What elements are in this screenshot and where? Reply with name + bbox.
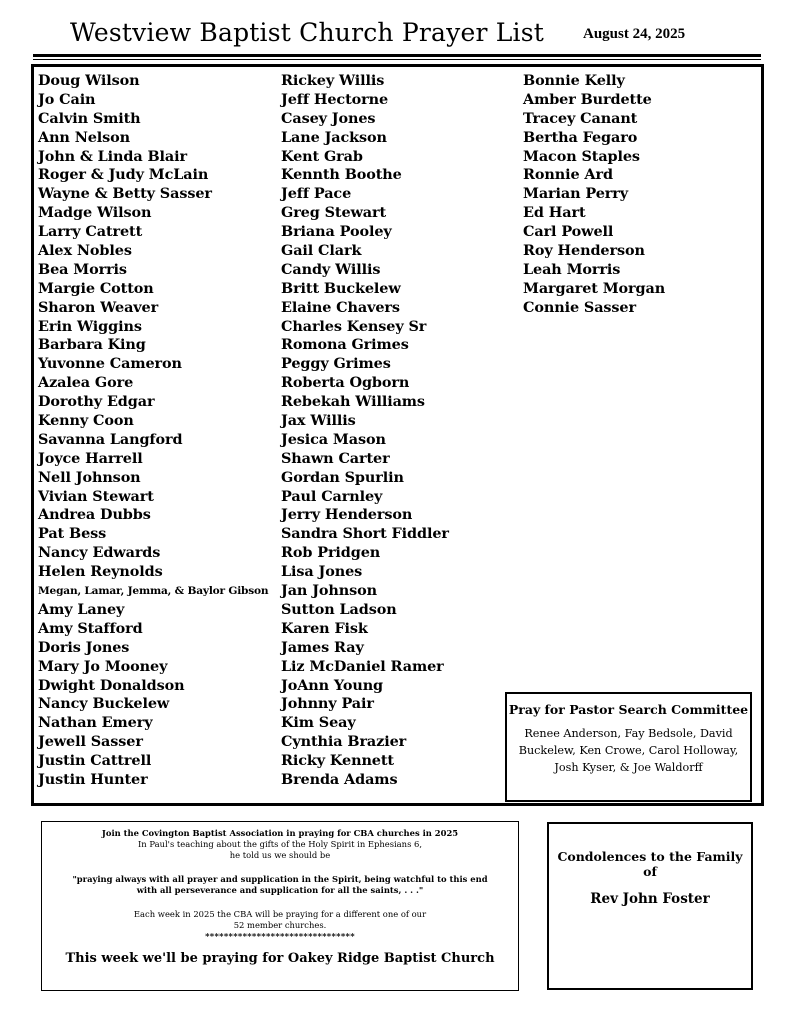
prayer-list-name: Cynthia Brazier bbox=[281, 733, 407, 751]
prayer-list-name: Roy Henderson bbox=[523, 242, 645, 260]
prayer-list-name: Dwight Donaldson bbox=[38, 676, 185, 694]
cba-scripture-quote: "praying always with all prayer and supplication in the Spirit, being watchful to this end with all perseverance and supplication for all the saints, . . ." bbox=[72, 874, 488, 895]
prayer-list-name: Larry Catrett bbox=[38, 223, 143, 241]
prayer-list-name: Margie Cotton bbox=[38, 279, 154, 297]
cba-member-churches-line: 52 member churches. bbox=[233, 920, 327, 930]
prayer-list-name: Erin Wiggins bbox=[38, 317, 142, 335]
prayer-list-name: Peggy Grimes bbox=[281, 355, 391, 373]
prayer-list-name: Megan, Lamar, Jemma, & Baylor Gibson bbox=[38, 585, 269, 598]
prayer-list-name: Nancy Buckelew bbox=[38, 695, 170, 713]
prayer-list-name: Mary Jo Mooney bbox=[38, 657, 168, 675]
prayer-list-name: Jan Johnson bbox=[281, 582, 378, 600]
prayer-list-name: Nancy Edwards bbox=[38, 544, 161, 562]
prayer-list-name: Macon Staples bbox=[523, 147, 640, 165]
prayer-list-name: Rebekah Williams bbox=[281, 393, 425, 411]
prayer-list-name: Greg Stewart bbox=[281, 204, 387, 222]
prayer-column-2 bbox=[281, 72, 449, 790]
prayer-list-name: Madge Wilson bbox=[38, 204, 152, 222]
prayer-list-name: Yuvonne Cameron bbox=[38, 355, 182, 373]
prayer-list-name: Pat Bess bbox=[38, 525, 107, 543]
prayer-list-name: Jeff Hectorne bbox=[281, 90, 389, 108]
prayer-list-name: Jax Willis bbox=[281, 412, 356, 430]
prayer-list-name: Elaine Chavers bbox=[281, 298, 400, 316]
pastor-search-box bbox=[505, 692, 752, 802]
prayer-list-name: Calvin Smith bbox=[38, 109, 141, 127]
prayer-list-name: Justin Hunter bbox=[38, 770, 148, 788]
prayer-list-name: Jeff Pace bbox=[281, 185, 352, 203]
prayer-list-name: John & Linda Blair bbox=[38, 147, 187, 165]
condolences-heading: Condolences to the Family of bbox=[557, 849, 743, 879]
cba-prayer-box bbox=[41, 821, 519, 991]
prayer-list-name: Paul Carnley bbox=[281, 487, 383, 505]
prayer-list-name: Tracey Canant bbox=[523, 109, 638, 127]
cba-each-week-line: Each week in 2025 the CBA will be praying for a different one of our bbox=[133, 909, 427, 919]
bulletin-date: August 24, 2025 bbox=[583, 26, 686, 42]
prayer-list-name: Ricky Kennett bbox=[281, 752, 394, 770]
prayer-column-1 bbox=[38, 72, 268, 790]
prayer-list-name: Shawn Carter bbox=[281, 449, 390, 467]
prayer-list-name: Leah Morris bbox=[523, 260, 621, 278]
cba-told-line: he told us we should be bbox=[229, 850, 331, 860]
prayer-list-name: Lisa Jones bbox=[281, 563, 363, 581]
cba-star-divider: ******************************** bbox=[205, 931, 355, 941]
prayer-list-name: Barbara King bbox=[38, 336, 146, 354]
prayer-list-name: JoAnn Young bbox=[281, 676, 384, 694]
prayer-list-name: Lane Jackson bbox=[281, 128, 387, 146]
prayer-list-name: Kenny Coon bbox=[38, 412, 134, 430]
prayer-list-name: Romona Grimes bbox=[281, 336, 409, 354]
prayer-list-name: Wayne & Betty Sasser bbox=[38, 185, 212, 203]
pastor-search-title: Pray for Pastor Search Committee bbox=[508, 702, 749, 717]
prayer-list-name: Kim Seay bbox=[281, 714, 356, 732]
prayer-list-name: Jerry Henderson bbox=[281, 506, 413, 524]
prayer-list-name: Alex Nobles bbox=[38, 242, 132, 260]
prayer-list-name: Ronnie Ard bbox=[523, 166, 613, 184]
cba-this-week-church: This week we'll be praying for Oakey Ridge Baptist Church bbox=[65, 951, 495, 966]
prayer-list-name: Amy Stafford bbox=[38, 619, 143, 637]
prayer-list-name: Vivian Stewart bbox=[38, 487, 154, 505]
prayer-list-name: Candy Willis bbox=[281, 260, 381, 278]
prayer-list-name: Bertha Fegaro bbox=[523, 128, 638, 146]
condolences-name: Rev John Foster bbox=[590, 891, 710, 907]
prayer-list-name: Dorothy Edgar bbox=[38, 393, 155, 411]
prayer-list-name: Nell Johnson bbox=[38, 468, 141, 486]
prayer-list-name: Brenda Adams bbox=[281, 770, 398, 788]
prayer-list-name: Jo Cain bbox=[38, 90, 96, 108]
header-rule-thick bbox=[33, 54, 761, 57]
prayer-list-name: Jewell Sasser bbox=[38, 733, 143, 751]
prayer-list-name: Rickey Willis bbox=[281, 72, 385, 89]
condolences-box bbox=[547, 822, 753, 990]
prayer-list-name: Rob Pridgen bbox=[281, 544, 381, 562]
prayer-list-name: Amber Burdette bbox=[523, 90, 652, 108]
prayer-list-name: Justin Cattrell bbox=[38, 752, 152, 770]
prayer-list-name: Savanna Langford bbox=[38, 430, 183, 448]
prayer-list-name: Margaret Morgan bbox=[523, 279, 666, 297]
prayer-list-name: Kent Grab bbox=[281, 147, 363, 165]
prayer-list-name: Doris Jones bbox=[38, 638, 130, 656]
prayer-list-name: Helen Reynolds bbox=[38, 563, 163, 581]
prayer-list-name: Ann Nelson bbox=[38, 128, 131, 146]
prayer-list-name: Johnny Pair bbox=[281, 695, 374, 713]
prayer-column-3 bbox=[523, 72, 665, 318]
prayer-list-name: Bea Morris bbox=[38, 260, 127, 278]
prayer-list-name: Britt Buckelew bbox=[281, 279, 401, 297]
prayer-list-name: Roberta Ogborn bbox=[281, 374, 410, 392]
prayer-list-name: Bonnie Kelly bbox=[523, 72, 625, 89]
prayer-list-name: Jesica Mason bbox=[281, 430, 386, 448]
prayer-list-name: Roger & Judy McLain bbox=[38, 166, 209, 184]
prayer-list-name: Connie Sasser bbox=[523, 298, 636, 316]
prayer-list-name: Sutton Ladson bbox=[281, 600, 397, 618]
prayer-list-name: Casey Jones bbox=[281, 109, 376, 127]
prayer-list-name: Nathan Emery bbox=[38, 714, 153, 732]
prayer-list-name: Carl Powell bbox=[523, 223, 614, 241]
prayer-list-name: Doug Wilson bbox=[38, 72, 140, 89]
prayer-list-name: Marian Perry bbox=[523, 185, 629, 203]
prayer-list-name: Azalea Gore bbox=[38, 374, 134, 392]
prayer-list-name: Kennth Boothe bbox=[281, 166, 402, 184]
prayer-list-name: Gail Clark bbox=[281, 242, 362, 260]
prayer-list-name: Gordan Spurlin bbox=[281, 468, 404, 486]
page-title: Westview Baptist Church Prayer List bbox=[70, 18, 545, 47]
prayer-list-name: Joyce Harrell bbox=[38, 449, 143, 467]
cba-teaching-line: In Paul's teaching about the gifts of the Holy Spirit in Ephesians 6, bbox=[137, 839, 423, 849]
prayer-list-name: Charles Kensey Sr bbox=[281, 317, 427, 335]
prayer-list-name: Sharon Weaver bbox=[38, 298, 159, 316]
cba-heading: Join the Covington Baptist Association in praying for CBA churches in 2025 bbox=[101, 828, 459, 838]
prayer-list-name: Karen Fisk bbox=[281, 619, 368, 637]
pastor-search-names: Renee Anderson, Fay Bedsole, David Buckelew, Ken Crowe, Carol Holloway, Josh Kyser, & Joe Waldorff bbox=[518, 727, 739, 774]
header-rule-thin bbox=[33, 59, 761, 60]
prayer-list-name: Andrea Dubbs bbox=[38, 506, 151, 524]
prayer-list-name: Amy Laney bbox=[38, 600, 125, 618]
prayer-list-name: Ed Hart bbox=[523, 204, 586, 222]
prayer-list-name: Liz McDaniel Ramer bbox=[281, 657, 444, 675]
prayer-list-name: Sandra Short Fiddler bbox=[281, 525, 449, 543]
prayer-list-name: Briana Pooley bbox=[281, 223, 392, 241]
prayer-list-name: James Ray bbox=[281, 638, 364, 656]
